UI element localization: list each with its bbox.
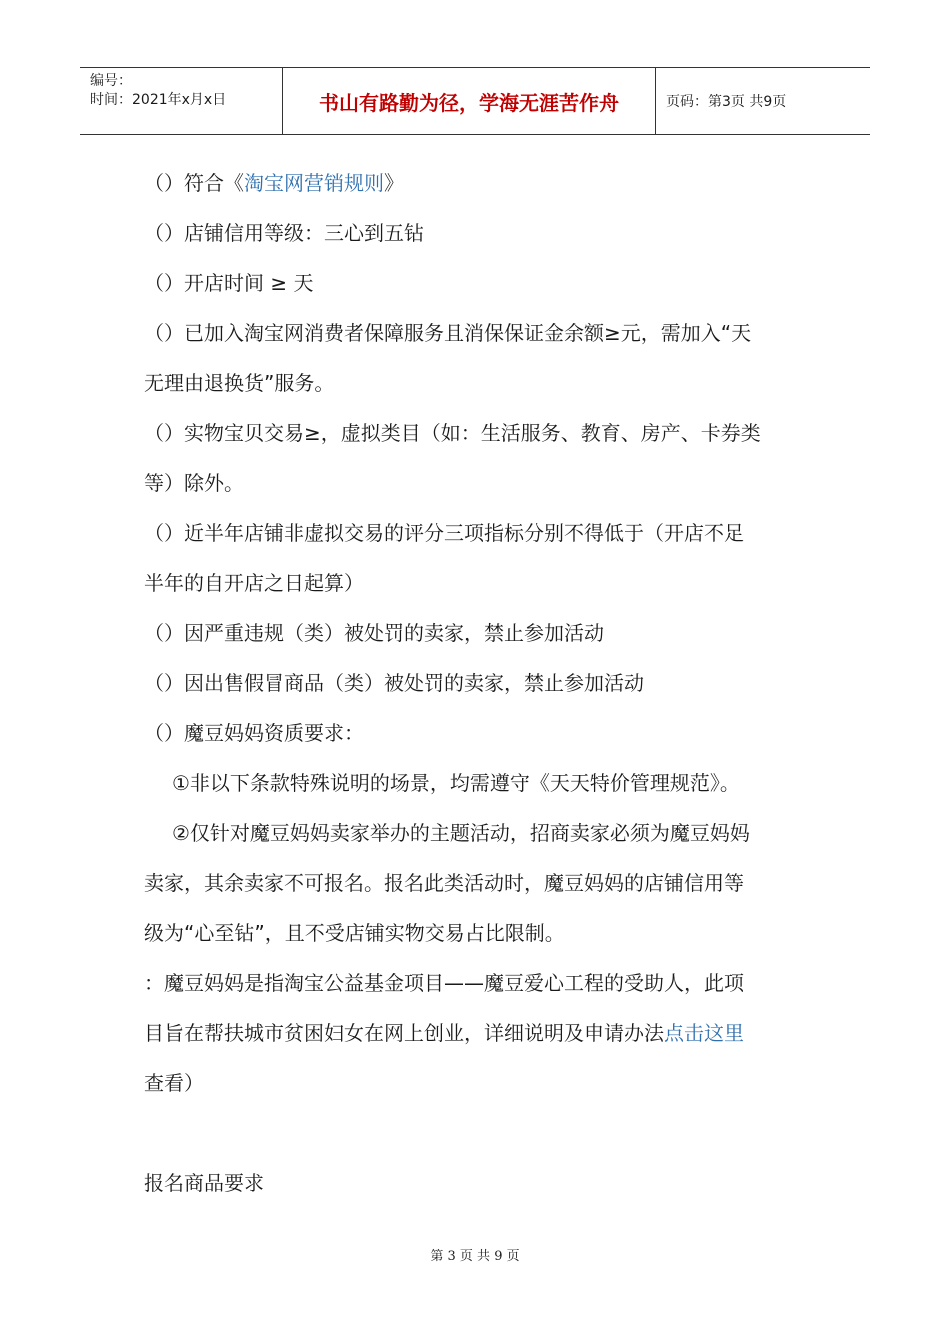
modou-item-2-line-3: 级为“心至钻”，且不受店铺实物交易占比限制。 [144, 921, 565, 945]
rating-line-2: 半年的自开店之日起算） [144, 571, 364, 595]
date-label: 时间：2021年x月x日 [90, 92, 227, 108]
marketing-rules-link[interactable]: 淘宝网营销规则 [244, 171, 384, 195]
rating-line-1: （）近半年店铺非虚拟交易的评分三项指标分别不得低于（开店不足 [144, 521, 744, 545]
consumer-protection-line-2: 无理由退换货”服务。 [144, 371, 335, 395]
document-body [144, 158, 812, 1208]
page-footer: 第 3 页 共 9 页 [430, 1249, 520, 1264]
modou-item-1: ①非以下条款特殊说明的场景，均需遵守《天天特价管理规范》。 [172, 771, 740, 795]
rule-line: （）符合《淘宝网营销规则》 [144, 171, 404, 195]
header-page-info: 页码：第3页 共9页 [666, 94, 787, 110]
shop-age-line: （）开店时间 ≥ 天 [144, 271, 314, 295]
modou-requirement-line: （）魔豆妈妈资质要求： [144, 721, 364, 745]
header-motto: 书山有路勤为径，学海无涯苦作舟 [283, 68, 656, 134]
physical-trade-line-1: （）实物宝贝交易≥，虚拟类目（如：生活服务、教育、房产、卡券类 [144, 421, 761, 445]
serious-violation-line: （）因严重违规（类）被处罚的卖家，禁止参加活动 [144, 621, 604, 645]
header-meta [80, 68, 283, 134]
serial-label: 编号： [90, 73, 132, 89]
modou-item-2-line-2: 卖家，其余卖家不可报名。报名此类活动时，魔豆妈妈的店铺信用等 [144, 871, 744, 895]
physical-trade-line-2: 等）除外。 [144, 471, 244, 495]
modou-note-line-2: 目旨在帮扶城市贫困妇女在网上创业，详细说明及申请办法点击这里 [144, 1021, 744, 1045]
modou-note-line-1: ：魔豆妈妈是指淘宝公益基金项目——魔豆爱心工程的受助人，此项 [144, 971, 744, 995]
credit-level-line: （）店铺信用等级：三心到五钻 [144, 221, 424, 245]
spacer [144, 1108, 812, 1158]
section-title: 报名商品要求 [144, 1171, 264, 1195]
counterfeit-line: （）因出售假冒商品（类）被处罚的卖家，禁止参加活动 [144, 671, 644, 695]
modou-note-line-3: 查看） [144, 1071, 204, 1095]
modou-item-2-line-1: ②仅针对魔豆妈妈卖家举办的主题活动，招商卖家必须为魔豆妈妈 [172, 821, 750, 845]
consumer-protection-line-1: （）已加入淘宝网消费者保障服务且消保保证金余额≥元，需加入“天 [144, 321, 752, 345]
click-here-link[interactable]: 点击这里 [664, 1021, 744, 1045]
page-header [80, 67, 870, 135]
